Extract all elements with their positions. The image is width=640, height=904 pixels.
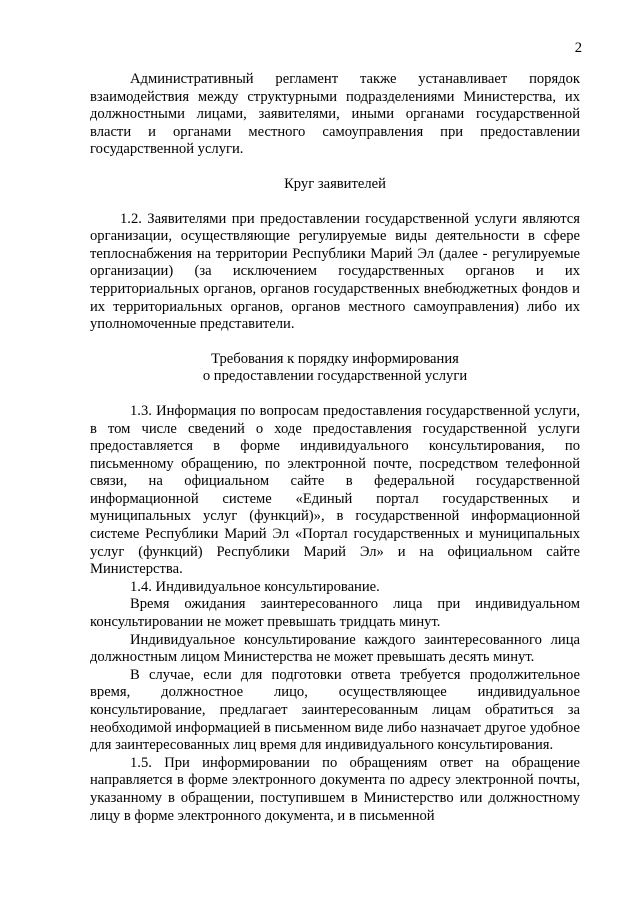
section-heading-informing-line2: о предоставлении государственной услуги (202, 368, 468, 385)
section-heading-applicants: Круг заявителей (284, 175, 386, 192)
paragraph-1-5: 1.5. При информировании по обращениям ответ на обращение направляется в форме электронного документа по адресу электронной почты, указанному в обращении, поступившем в Министерство или должностному лицу в форме электронного документа, и в письменной (90, 754, 580, 824)
paragraph-1-4: 1.4. Индивидуальное консультирование. (130, 578, 380, 595)
paragraph-1-2: 1.2. Заявителями при предоставлении государственной услуги являются организации, осуществляющие регулируемые виды деятельности в сфере теплоснабжения на территории Республики Марий Эл (далее - регулируемые организации) (за исключением государственных органов и их территориальных органов, органов государственных внебюджетных фондов и их территориальных органов, органов местного самоуправления) либо их уполномоченные представители. (90, 210, 580, 333)
document-body (90, 71, 580, 825)
page-number: 2 (574, 40, 582, 56)
paragraph-consult-duration: Индивидуальное консультирование каждого заинтересованного лица должностным лицом Министерства не может превышать десять минут. (90, 631, 580, 666)
paragraph-wait-time: Время ожидания заинтересованного лица при индивидуальном консультировании не может превышать тридцать минут. (90, 596, 580, 631)
paragraph-long-answer: В случае, если для подготовки ответа требуется продолжительное время, должностное лицо, осуществляющее индивидуальное консультирование, предлагает заинтересованным лицам обратиться за необходимой информацией в письменном виде либо назначает другое удобное для заинтересованных лиц время для индивидуального консультирования. (90, 666, 580, 754)
section-heading-informing-line1: Требования к порядку информирования (211, 350, 459, 367)
intro-paragraph: Административный регламент также устанавливает порядок взаимодействия между структурными подразделениями Министерства, их должностными лицами, заявителями, иными органами государственной власти и органами местного самоуправления при предоставлении государственной услуги. (90, 71, 580, 158)
section-heading-informing (90, 351, 580, 386)
paragraph-1-3: 1.3. Информация по вопросам предоставления государственной услуги, в том числе сведений о ходе предоставления государственной услуги предоставляется в форме индивидуального консультирования, по письменному обращению, по электронной почте, посредством телефонной связи, на официальном сайте в федеральной государственной информационной системе «Единый портал государственных и муниципальных услуг (функций)», в государственной информационной системе Республики Марий Эл «Портал государственных и муниципальных услуг (функций) Республики Марий Эл» и на официальном сайте Министерства. (90, 402, 580, 578)
